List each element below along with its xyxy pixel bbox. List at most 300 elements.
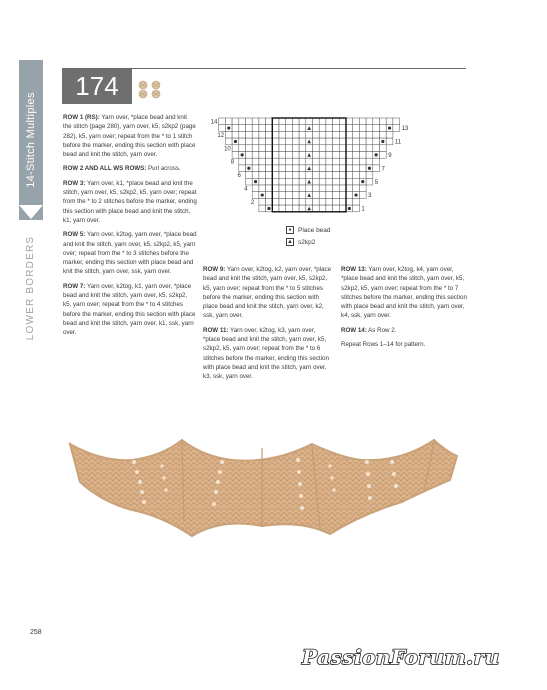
chart-cell (346, 152, 353, 159)
row-label: ROW 1 (RS): (63, 114, 100, 121)
chart-cell (239, 165, 246, 172)
chart-cell (259, 125, 266, 132)
chart-cell (292, 158, 299, 165)
chart-cell (306, 185, 313, 192)
chart-cell (286, 152, 293, 159)
chart-cell (319, 131, 326, 138)
chart-cell (286, 125, 293, 132)
knitted-swatch-photo (62, 432, 462, 549)
legend-label-place-bead: Place bead (298, 226, 331, 234)
chart-cell (326, 118, 333, 125)
bead-symbol (241, 153, 244, 156)
chart-cell (359, 125, 366, 132)
chart-cell (333, 192, 340, 199)
chart-cell (333, 185, 340, 192)
chart-cell (266, 131, 273, 138)
chart-cell (279, 118, 286, 125)
chart-cell (326, 198, 333, 205)
chart-cell (266, 165, 273, 172)
chart-cell (359, 145, 366, 152)
triangle-icon: ▲ (287, 239, 293, 245)
chart-cell (272, 205, 279, 212)
chart-cell (279, 165, 286, 172)
chart-cell (319, 198, 326, 205)
chart-cell (333, 145, 340, 152)
chart-cell (393, 118, 400, 125)
chart-cell (313, 131, 320, 138)
chart-cell (326, 178, 333, 185)
chart-cell (339, 172, 346, 179)
chart-cell (292, 172, 299, 179)
chart-cell (313, 192, 320, 199)
chart-cell (306, 198, 313, 205)
chart-cell (279, 178, 286, 185)
chart-cell (272, 145, 279, 152)
chart-cell (326, 158, 333, 165)
chart-cell (279, 145, 286, 152)
chart-cell (279, 185, 286, 192)
chart-cell (299, 165, 306, 172)
chart-cell (339, 125, 346, 132)
row-label: ROW 9: (203, 266, 226, 273)
chart-cell (232, 145, 239, 152)
chart-row-number: 6 (237, 173, 241, 180)
chart-cell (272, 178, 279, 185)
chart-cell (333, 118, 340, 125)
chart-cell (266, 138, 273, 145)
chart-cell (232, 131, 239, 138)
chart-cell (239, 131, 246, 138)
chart-cell (380, 131, 387, 138)
chart-cell (292, 178, 299, 185)
chart-cell (259, 205, 266, 212)
section-tab-notch (19, 205, 43, 219)
chart-cell (292, 152, 299, 159)
chart-cell (266, 158, 273, 165)
chart-cell (333, 131, 340, 138)
chart-cell (279, 125, 286, 132)
chart-cell (333, 205, 340, 212)
chart-cell (252, 185, 259, 192)
chart-cell (239, 158, 246, 165)
chart-row-number: 2 (250, 199, 255, 206)
bead-symbol (234, 140, 237, 143)
chart-cell (246, 138, 253, 145)
chart-cell (319, 185, 326, 192)
chart-cell (353, 172, 360, 179)
chart-cell (333, 152, 340, 159)
row-label: ROW 11: (203, 326, 229, 334)
chart-cell (252, 118, 259, 125)
row-label: ROW 5: (63, 231, 86, 239)
chart-cell (286, 172, 293, 179)
chart-cell (386, 118, 393, 125)
chart-cell (232, 125, 239, 132)
instruction-paragraph (203, 265, 333, 321)
chart-cell (239, 125, 246, 132)
instructions-column-2 (203, 265, 333, 387)
chart-cell (286, 138, 293, 145)
chart-cell (359, 192, 366, 199)
chart-cell (259, 178, 266, 185)
chart-cell (292, 118, 299, 125)
chart-row-number: 5 (374, 179, 379, 186)
bead-symbol (247, 167, 250, 170)
chart-cell (279, 192, 286, 199)
chart-cell (359, 152, 366, 159)
chart-cell (252, 172, 259, 179)
chart-row-number: 7 (381, 166, 385, 173)
chart-cell (252, 145, 259, 152)
chart-cell (380, 152, 387, 159)
chart-cell (353, 185, 360, 192)
chart-cell (306, 118, 313, 125)
chart-cell (326, 131, 333, 138)
chart-cell (346, 192, 353, 199)
row-text: Yarn over, k2tog, k1, yarn over, *place bead and knit the stitch, yarn over, k5, s2kp2, k5, yarn over; repeat from the * to 4 stitches before the marker, ending this section with place bead and knit the stitch, yarn over, k1, ssk, yarn over. (63, 282, 196, 337)
bead-symbol (388, 126, 391, 129)
chart-cell (326, 165, 333, 172)
row-text: Yarn over, k2tog, k4, yarn over, *place bead and knit the stitch, yarn over, k5, s2kp2, k5, yarn over; repeat from the * to 7 stitches before the marker, ending this section with place bead and knit the stitch, yarn over, k4, ssk, yarn over. (341, 266, 467, 320)
chart-cell (346, 131, 353, 138)
chart-cell (326, 185, 333, 192)
chart-cell (380, 118, 387, 125)
chart-cell (286, 185, 293, 192)
page-number: 258 (30, 629, 42, 636)
chart-cell (259, 158, 266, 165)
chart-cell (279, 198, 286, 205)
chart-cell (366, 172, 373, 179)
chart-cell (292, 145, 299, 152)
chart-cell (252, 192, 259, 199)
chart-cell (319, 172, 326, 179)
chart-cell (259, 138, 266, 145)
chart-cell (346, 178, 353, 185)
chart-cell (393, 125, 400, 132)
bead-symbol (375, 153, 378, 156)
chart-cell (259, 145, 266, 152)
chart-cell (286, 158, 293, 165)
instruction-paragraph (63, 113, 197, 159)
chart-cell (333, 178, 340, 185)
chart-cell (299, 178, 306, 185)
chart-cell (219, 118, 226, 125)
chart-grid (200, 110, 430, 218)
chart-cell (266, 125, 273, 132)
chart-cell (292, 165, 299, 172)
chart-cell (246, 131, 253, 138)
chart-cell (272, 118, 279, 125)
chart-cell (259, 172, 266, 179)
chart-cell (225, 131, 232, 138)
chart-cell (339, 178, 346, 185)
chart-cell (292, 138, 299, 145)
chart-cell (346, 165, 353, 172)
chart-row-number: 13 (401, 126, 409, 133)
chart-cell (259, 118, 266, 125)
chart-cell (272, 131, 279, 138)
chart-cell (313, 165, 320, 172)
chart-cell (353, 198, 360, 205)
chart-cell (319, 165, 326, 172)
chart-cell (286, 192, 293, 199)
chart-cell (353, 165, 360, 172)
chart-cell (272, 198, 279, 205)
chart-cell (266, 178, 273, 185)
chart-cell (359, 165, 366, 172)
chart-cell (299, 205, 306, 212)
chart-cell (313, 125, 320, 132)
chart-cell (346, 145, 353, 152)
site-watermark: PassionForum.ru (302, 645, 500, 669)
chart-cell (326, 125, 333, 132)
chart-cell (286, 131, 293, 138)
chart-cell (333, 172, 340, 179)
chart-cell (353, 138, 360, 145)
chart-cell (353, 152, 360, 159)
chart-cell (225, 118, 232, 125)
chart-cell (299, 172, 306, 179)
chart-cell (225, 138, 232, 145)
chart-cell (353, 131, 360, 138)
chart-cell (313, 145, 320, 152)
chart-cell (339, 158, 346, 165)
bead-symbol (381, 140, 384, 143)
chart-cell (279, 131, 286, 138)
chart-cell (299, 131, 306, 138)
chart-cell (373, 118, 380, 125)
chart-cell (326, 192, 333, 199)
chart-cell (246, 152, 253, 159)
chart-legend (286, 226, 331, 250)
chart-cell (333, 125, 340, 132)
chart-cell (306, 172, 313, 179)
chart-cell (252, 125, 259, 132)
chart-cell (286, 165, 293, 172)
row-text: Repeat Rows 1–14 for pattern. (341, 341, 426, 349)
chart-cell (319, 192, 326, 199)
chart-cell (286, 205, 293, 212)
chart-cell (373, 138, 380, 145)
bead-symbol (261, 193, 264, 196)
chart-cell (339, 165, 346, 172)
chart-cell (353, 118, 360, 125)
chart-cell (319, 138, 326, 145)
chart-cell (299, 138, 306, 145)
chart-cell (219, 125, 226, 132)
chart-row-number: 4 (244, 186, 248, 193)
chart-cell (286, 198, 293, 205)
bead-symbol (254, 180, 257, 183)
chart-cell (279, 138, 286, 145)
chart-cell (239, 138, 246, 145)
chart-row-number: 12 (217, 132, 225, 139)
chart-cell (313, 172, 320, 179)
chart-cell (272, 138, 279, 145)
chart-cell (313, 158, 320, 165)
chart-cell (246, 125, 253, 132)
chart-cell (306, 145, 313, 152)
chart-cell (319, 118, 326, 125)
chart-cell (380, 145, 387, 152)
chart-cell (313, 205, 320, 212)
chart-cell (386, 138, 393, 145)
chart-cell (252, 158, 259, 165)
chart-cell (339, 205, 346, 212)
chart-cell (346, 118, 353, 125)
chart-cell (353, 158, 360, 165)
bead-symbol (354, 193, 357, 196)
row-label: ROW 14: (341, 326, 367, 334)
chart-cell (266, 185, 273, 192)
chart-cell (339, 145, 346, 152)
chart-cell (246, 118, 253, 125)
chart-cell (326, 172, 333, 179)
chart-cell (319, 178, 326, 185)
chart-cell (366, 138, 373, 145)
chart-cell (339, 198, 346, 205)
bead-symbol (267, 207, 270, 210)
chart-cell (319, 145, 326, 152)
chart-cell (232, 152, 239, 159)
chart-cell (353, 178, 360, 185)
chart-row-number: 9 (388, 153, 392, 159)
chart-cell (239, 145, 246, 152)
chart-cell (313, 178, 320, 185)
chart-cell (246, 145, 253, 152)
chart-cell (366, 125, 373, 132)
chart-cell (333, 165, 340, 172)
instruction-paragraph (341, 265, 469, 321)
chart-cell (286, 178, 293, 185)
chart-row-number: 3 (368, 193, 372, 200)
row-text: Yarn over, k2tog, k2, yarn over, *place bead and knit the stitch, yarn over, k5, s2kp2, k5, yarn over; repeat from the * to 5 stitches before the marker, ending this section with place bead and knit the stitch, yarn over, k2, ssk, yarn over. (203, 266, 332, 320)
chart-cell (359, 172, 366, 179)
chart-cell (373, 131, 380, 138)
chart-cell (266, 145, 273, 152)
chart-cell (279, 205, 286, 212)
chart-cell (266, 198, 273, 205)
chart-cell (366, 131, 373, 138)
chart-cell (313, 138, 320, 145)
chart-cell (259, 152, 266, 159)
bead-symbol (368, 167, 371, 170)
chart-cell (359, 131, 366, 138)
chart-cell (313, 198, 320, 205)
row-text: Yarn over, k1, *place bead and knit the stitch, yarn over, k5, s2kp2, k5, yarn over; repeat from the * to 2 stitches before the marker, ending this section with place bead and knit the stitch, k1, yarn over. (63, 179, 197, 224)
instruction-paragraph (63, 230, 197, 276)
chart-cell (279, 152, 286, 159)
chart-cell (333, 158, 340, 165)
chart-cell (306, 158, 313, 165)
section-tab-label: 14-Stitch Multiples (25, 92, 37, 188)
chart-cell (239, 118, 246, 125)
chart-cell (339, 131, 346, 138)
chart-cell (380, 125, 387, 132)
chart-cell (366, 178, 373, 185)
chart-cell (333, 198, 340, 205)
chart-cell (339, 185, 346, 192)
chart-cell (346, 138, 353, 145)
chart-cell (346, 198, 353, 205)
chart-cell (252, 165, 259, 172)
chart-cell (353, 145, 360, 152)
row-label: ROW 13: (341, 266, 367, 273)
chart-cell (346, 158, 353, 165)
chart-cell (299, 125, 306, 132)
chart-cell (346, 172, 353, 179)
chart-cell (339, 138, 346, 145)
instruction-paragraph (63, 179, 197, 225)
section-tab (19, 60, 43, 220)
chart-cell (292, 205, 299, 212)
instruction-paragraph (63, 282, 197, 338)
chart-cell (299, 192, 306, 199)
chart-cell (286, 118, 293, 125)
chart-cell (326, 152, 333, 159)
chart-cell (366, 158, 373, 165)
chart-cell (359, 118, 366, 125)
chart-cell (266, 152, 273, 159)
chart-cell (252, 131, 259, 138)
chart-cell (326, 205, 333, 212)
legend-item-s2kp2 (286, 238, 331, 246)
chart-cell (326, 138, 333, 145)
chart-cell (326, 145, 333, 152)
row-text: Yarn over, *place bead and knit the stitch (page 280), yarn over, k5, s2kp2 (page 282), k5, yarn over; repeat from the * to 1 stitch before the marker, ending this section with place bead and knit the stitch, yarn over. (63, 114, 196, 159)
chart-cell (353, 205, 360, 212)
chart-row-number: 10 (224, 146, 231, 153)
row-text: Yarn over, k2tog, k3, yarn over, *place bead and knit the stitch, yarn over, k5, s2kp2, k5, yarn over; repeat from the * to 6 stitches before the marker, ending this section with place bead and knit the stitch, yarn over, k3, ssk, yarn over. (203, 326, 329, 381)
chart-cell (346, 185, 353, 192)
chart-cell (266, 118, 273, 125)
chart-cell (299, 145, 306, 152)
chart-cell (266, 172, 273, 179)
chart-row-number: 11 (394, 139, 402, 146)
chart-cell (366, 152, 373, 159)
chart-cell (386, 131, 393, 138)
chart-cell (359, 138, 366, 145)
category-label (19, 228, 43, 348)
chart-cell (292, 131, 299, 138)
row-label: ROW 7: (63, 282, 86, 290)
chart-cell (313, 185, 320, 192)
chart-cell (292, 192, 299, 199)
chart-cell (366, 118, 373, 125)
chart-cell (353, 125, 360, 132)
chart-cell (319, 205, 326, 212)
chart-cell (252, 152, 259, 159)
chart-cell (272, 192, 279, 199)
pattern-number: 174 (62, 69, 132, 104)
chart-cell (333, 138, 340, 145)
chart-cell (373, 125, 380, 132)
chart-row-number: 1 (361, 206, 365, 213)
chart-cell (272, 125, 279, 132)
bead-symbol (361, 180, 364, 183)
chart-cell (279, 172, 286, 179)
chart-cell (232, 118, 239, 125)
chart-cell (292, 125, 299, 132)
legend-item-place-bead (286, 226, 331, 234)
chart-cell (272, 172, 279, 179)
chart-cell (272, 185, 279, 192)
instructions-column-1 (63, 113, 197, 343)
row-text: Yarn over, k2tog, yarn over, *place bead and knit the stitch, yarn over, k5, s2kp2, k5, yarn over; repeat from the * to 3 stitches before the marker, ending this section with place bead and knit the stitch, yarn over, ssk, yarn over. (63, 231, 197, 276)
chart-cell (292, 198, 299, 205)
row-label: ROW 3: (63, 179, 86, 187)
chart-cell (252, 138, 259, 145)
